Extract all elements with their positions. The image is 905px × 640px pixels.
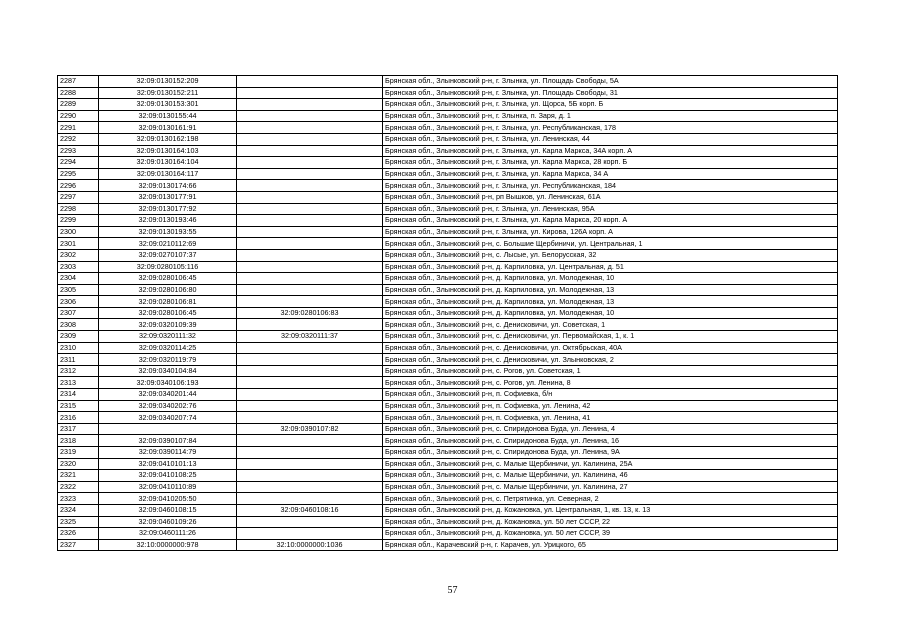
- related-cadastral-number-cell: [237, 273, 383, 285]
- table-row: [58, 249, 838, 261]
- related-cadastral-number-cell: [237, 168, 383, 180]
- table-row: [58, 261, 838, 273]
- related-cadastral-number-cell: [237, 122, 383, 134]
- address-cell: Брянская обл., Злынковский р-н, с. Рогов, ул. Советская, 1: [383, 365, 838, 377]
- cadastral-number-cell: 32:10:0000000:978: [99, 539, 237, 551]
- address-cell: Брянская обл., Злынковский р-н, с. Денисковичи, ул. Советская, 1: [383, 319, 838, 331]
- cadastral-number-cell: 32:09:0340104:84: [99, 365, 237, 377]
- row-number-cell: 2294: [58, 157, 99, 169]
- table-row: [58, 447, 838, 459]
- address-cell: Брянская обл., Злынковский р-н, г. Злынка, ул. Карла Маркса, 34 А: [383, 168, 838, 180]
- table-row: [58, 516, 838, 528]
- related-cadastral-number-cell: 32:10:0000000:1036: [237, 539, 383, 551]
- table-row: [58, 145, 838, 157]
- cadastral-number-cell: 32:09:0320111:32: [99, 331, 237, 343]
- table-row: [58, 203, 838, 215]
- cadastral-number-cell: 32:09:0410205:50: [99, 493, 237, 505]
- cadastral-number-cell: 32:09:0130164:117: [99, 168, 237, 180]
- address-cell: Брянская обл., Злынковский р-н, с. Лысые, ул. Белорусская, 32: [383, 249, 838, 261]
- cadastral-number-cell: 32:09:0390114:79: [99, 447, 237, 459]
- address-cell: Брянская обл., Злынковский р-н, д. Карпиловка, ул. Молодежная, 13: [383, 296, 838, 308]
- address-cell: Брянская обл., Злынковский р-н, д. Кожановка, ул. Центральная, 1, кв. 13, к. 13: [383, 504, 838, 516]
- address-cell: Брянская обл., Злынковский р-н, г. Злынка, ул. Кирова, 126А корп. А: [383, 226, 838, 238]
- address-cell: Брянская обл., Злынковский р-н, г. Злынка, ул. Карла Маркса, 34А корп. А: [383, 145, 838, 157]
- cadastral-number-cell: 32:09:0460109:26: [99, 516, 237, 528]
- related-cadastral-number-cell: [237, 319, 383, 331]
- cadastral-number-cell: 32:09:0210112:69: [99, 238, 237, 250]
- related-cadastral-number-cell: [237, 435, 383, 447]
- address-cell: Брянская обл., Злынковский р-н, с. Денисковичи, ул. Первомайская, 1, к. 1: [383, 331, 838, 343]
- row-number-cell: 2308: [58, 319, 99, 331]
- table-row: [58, 307, 838, 319]
- address-cell: Брянская обл., Злынковский р-н, г. Злынка, ул. Щорса, 5Б корп. Б: [383, 99, 838, 111]
- cadastral-number-cell: 32:09:0410110:89: [99, 481, 237, 493]
- cadastral-number-cell: 32:09:0130162:198: [99, 133, 237, 145]
- cadastral-number-cell: 32:09:0130177:91: [99, 191, 237, 203]
- row-number-cell: 2319: [58, 447, 99, 459]
- cadastral-number-cell: 32:09:0130193:55: [99, 226, 237, 238]
- row-number-cell: 2289: [58, 99, 99, 111]
- table-row: [58, 412, 838, 424]
- cadastral-number-cell: 32:09:0460108:15: [99, 504, 237, 516]
- table-row: [58, 354, 838, 366]
- row-number-cell: 2310: [58, 342, 99, 354]
- related-cadastral-number-cell: [237, 365, 383, 377]
- related-cadastral-number-cell: [237, 238, 383, 250]
- table-row: [58, 99, 838, 111]
- table-row: [58, 377, 838, 389]
- registry-table: [57, 75, 838, 551]
- related-cadastral-number-cell: [237, 180, 383, 192]
- row-number-cell: 2323: [58, 493, 99, 505]
- row-number-cell: 2309: [58, 331, 99, 343]
- cadastral-number-cell: 32:09:0280105:116: [99, 261, 237, 273]
- address-cell: Брянская обл., Злынковский р-н, д. Кожановка, ул. 50 лет СССР, 22: [383, 516, 838, 528]
- table-row: [58, 481, 838, 493]
- cadastral-number-cell: 32:09:0340202:76: [99, 400, 237, 412]
- cadastral-number-cell: 32:09:0410108:25: [99, 470, 237, 482]
- address-cell: Брянская обл., Злынковский р-н, д. Кожановка, ул. 50 лет СССР, 39: [383, 528, 838, 540]
- table-row: [58, 133, 838, 145]
- related-cadastral-number-cell: [237, 412, 383, 424]
- related-cadastral-number-cell: [237, 389, 383, 401]
- address-cell: Брянская обл., Злынковский р-н, д. Карпиловка, ул. Молодежная, 10: [383, 307, 838, 319]
- table-row: [58, 122, 838, 134]
- address-cell: Брянская обл., Злынковский р-н, с. Большие Щербиничи, ул. Центральная, 1: [383, 238, 838, 250]
- address-cell: Брянская обл., Злынковский р-н, с. Малые Щербиничи, ул. Калинина, 46: [383, 470, 838, 482]
- row-number-cell: 2292: [58, 133, 99, 145]
- address-cell: Брянская обл., Злынковский р-н, д. Карпиловка, ул. Центральная, д. 51: [383, 261, 838, 273]
- address-cell: Брянская обл., Карачевский р-н, г. Карачев, ул. Урицкого, 65: [383, 539, 838, 551]
- row-number-cell: 2295: [58, 168, 99, 180]
- table-row: [58, 365, 838, 377]
- row-number-cell: 2305: [58, 284, 99, 296]
- row-number-cell: 2299: [58, 215, 99, 227]
- row-number-cell: 2313: [58, 377, 99, 389]
- cadastral-number-cell: 32:09:0130174:66: [99, 180, 237, 192]
- cadastral-number-cell: 32:09:0320119:79: [99, 354, 237, 366]
- related-cadastral-number-cell: [237, 342, 383, 354]
- row-number-cell: 2288: [58, 87, 99, 99]
- table-row: [58, 191, 838, 203]
- address-cell: Брянская обл., Злынковский р-н, д. Карпиловка, ул. Молодежная, 10: [383, 273, 838, 285]
- row-number-cell: 2326: [58, 528, 99, 540]
- row-number-cell: 2297: [58, 191, 99, 203]
- related-cadastral-number-cell: [237, 458, 383, 470]
- table-row: [58, 423, 838, 435]
- row-number-cell: 2306: [58, 296, 99, 308]
- row-number-cell: 2302: [58, 249, 99, 261]
- cadastral-number-cell: 32:09:0130161:91: [99, 122, 237, 134]
- table-row: [58, 458, 838, 470]
- row-number-cell: 2312: [58, 365, 99, 377]
- row-number-cell: 2304: [58, 273, 99, 285]
- cadastral-number-cell: 32:09:0130153:301: [99, 99, 237, 111]
- address-cell: Брянская обл., Злынковский р-н, с. Рогов, ул. Ленина, 8: [383, 377, 838, 389]
- table-row: [58, 168, 838, 180]
- related-cadastral-number-cell: [237, 249, 383, 261]
- related-cadastral-number-cell: [237, 157, 383, 169]
- related-cadastral-number-cell: [237, 377, 383, 389]
- registry-table-body: [58, 76, 838, 551]
- related-cadastral-number-cell: [237, 145, 383, 157]
- address-cell: Брянская обл., Злынковский р-н, п. Софиевка, ул. Ленина, 42: [383, 400, 838, 412]
- row-number-cell: 2290: [58, 110, 99, 122]
- table-row: [58, 528, 838, 540]
- related-cadastral-number-cell: [237, 87, 383, 99]
- related-cadastral-number-cell: [237, 191, 383, 203]
- row-number-cell: 2315: [58, 400, 99, 412]
- cadastral-number-cell: 32:09:0130155:44: [99, 110, 237, 122]
- table-row: [58, 331, 838, 343]
- table-row: [58, 319, 838, 331]
- related-cadastral-number-cell: [237, 354, 383, 366]
- related-cadastral-number-cell: [237, 400, 383, 412]
- cadastral-number-cell: 32:09:0280106:45: [99, 307, 237, 319]
- address-cell: Брянская обл., Злынковский р-н, с. Денисковичи, ул. Октябрьская, 40А: [383, 342, 838, 354]
- row-number-cell: 2318: [58, 435, 99, 447]
- row-number-cell: 2324: [58, 504, 99, 516]
- address-cell: Брянская обл., Злынковский р-н, с. Петрятинка, ул. Северная, 2: [383, 493, 838, 505]
- address-cell: Брянская обл., Злынковский р-н, г. Злынка, ул. Республиканская, 178: [383, 122, 838, 134]
- cadastral-number-cell: 32:09:0280106:80: [99, 284, 237, 296]
- cadastral-number-cell: 32:09:0340106:193: [99, 377, 237, 389]
- row-number-cell: 2322: [58, 481, 99, 493]
- cadastral-number-cell: 32:09:0460111:26: [99, 528, 237, 540]
- row-number-cell: 2327: [58, 539, 99, 551]
- table-row: [58, 284, 838, 296]
- cadastral-number-cell: 32:09:0280106:45: [99, 273, 237, 285]
- table-row: [58, 296, 838, 308]
- related-cadastral-number-cell: [237, 110, 383, 122]
- address-cell: Брянская обл., Злынковский р-н, рп Вышков, ул. Ленинская, 61А: [383, 191, 838, 203]
- address-cell: Брянская обл., Злынковский р-н, с. Малые Щербиничи, ул. Калинина, 27: [383, 481, 838, 493]
- related-cadastral-number-cell: [237, 516, 383, 528]
- address-cell: Брянская обл., Злынковский р-н, г. Злынка, ул. Ленинская, 44: [383, 133, 838, 145]
- row-number-cell: 2314: [58, 389, 99, 401]
- related-cadastral-number-cell: [237, 76, 383, 88]
- table-row: [58, 342, 838, 354]
- related-cadastral-number-cell: [237, 528, 383, 540]
- table-row: [58, 389, 838, 401]
- row-number-cell: 2320: [58, 458, 99, 470]
- row-number-cell: 2307: [58, 307, 99, 319]
- address-cell: Брянская обл., Злынковский р-н, с. Денисковичи, ул. Злынковская, 2: [383, 354, 838, 366]
- address-cell: Брянская обл., Злынковский р-н, г. Злынка, ул. Площадь Свободы, 31: [383, 87, 838, 99]
- table-row: [58, 226, 838, 238]
- row-number-cell: 2317: [58, 423, 99, 435]
- address-cell: Брянская обл., Злынковский р-н, г. Злынка, п. Заря, д. 1: [383, 110, 838, 122]
- address-cell: Брянская обл., Злынковский р-н, с. Спиридонова Буда, ул. Ленина, 4: [383, 423, 838, 435]
- cadastral-number-cell: 32:09:0280106:81: [99, 296, 237, 308]
- cadastral-number-cell: [99, 423, 237, 435]
- table-row: [58, 215, 838, 227]
- related-cadastral-number-cell: [237, 203, 383, 215]
- cadastral-number-cell: 32:09:0130152:211: [99, 87, 237, 99]
- cadastral-number-cell: 32:09:0270107:37: [99, 249, 237, 261]
- row-number-cell: 2293: [58, 145, 99, 157]
- table-row: [58, 180, 838, 192]
- address-cell: Брянская обл., Злынковский р-н, д. Карпиловка, ул. Молодежная, 13: [383, 284, 838, 296]
- row-number-cell: 2291: [58, 122, 99, 134]
- address-cell: Брянская обл., Злынковский р-н, с. Спиридонова Буда, ул. Ленина, 16: [383, 435, 838, 447]
- related-cadastral-number-cell: [237, 470, 383, 482]
- cadastral-number-cell: 32:09:0320114:25: [99, 342, 237, 354]
- related-cadastral-number-cell: [237, 481, 383, 493]
- related-cadastral-number-cell: 32:09:0390107:82: [237, 423, 383, 435]
- address-cell: Брянская обл., Злынковский р-н, г. Злынка, ул. Карла Маркса, 20 корп. А: [383, 215, 838, 227]
- related-cadastral-number-cell: [237, 284, 383, 296]
- related-cadastral-number-cell: 32:09:0460108:16: [237, 504, 383, 516]
- address-cell: Брянская обл., Злынковский р-н, г. Злынка, ул. Республиканская, 184: [383, 180, 838, 192]
- row-number-cell: 2311: [58, 354, 99, 366]
- cadastral-number-cell: 32:09:0410101:13: [99, 458, 237, 470]
- row-number-cell: 2321: [58, 470, 99, 482]
- address-cell: Брянская обл., Злынковский р-н, с. Малые Щербиничи, ул. Калинина, 25А: [383, 458, 838, 470]
- table-row: [58, 435, 838, 447]
- table-row: [58, 157, 838, 169]
- address-cell: Брянская обл., Злынковский р-н, г. Злынка, ул. Карла Маркса, 28 корп. Б: [383, 157, 838, 169]
- cadastral-number-cell: 32:09:0130164:104: [99, 157, 237, 169]
- related-cadastral-number-cell: [237, 296, 383, 308]
- related-cadastral-number-cell: [237, 133, 383, 145]
- row-number-cell: 2325: [58, 516, 99, 528]
- related-cadastral-number-cell: [237, 99, 383, 111]
- related-cadastral-number-cell: [237, 215, 383, 227]
- table-row: [58, 87, 838, 99]
- address-cell: Брянская обл., Злынковский р-н, п. Софиевка, ул. Ленина, 41: [383, 412, 838, 424]
- row-number-cell: 2287: [58, 76, 99, 88]
- table-row: [58, 539, 838, 551]
- page-number: 57: [447, 585, 458, 596]
- table-row: [58, 493, 838, 505]
- address-cell: Брянская обл., Злынковский р-н, п. Софиевка, б/н: [383, 389, 838, 401]
- related-cadastral-number-cell: [237, 493, 383, 505]
- address-cell: Брянская обл., Злынковский р-н, г. Злынка, ул. Площадь Свободы, 5А: [383, 76, 838, 88]
- cadastral-number-cell: 32:09:0130193:46: [99, 215, 237, 227]
- table-row: [58, 110, 838, 122]
- related-cadastral-number-cell: [237, 447, 383, 459]
- table-row: [58, 238, 838, 250]
- table-row: [58, 400, 838, 412]
- table-row: [58, 504, 838, 516]
- cadastral-number-cell: 32:09:0130164:103: [99, 145, 237, 157]
- cadastral-number-cell: 32:09:0320109:39: [99, 319, 237, 331]
- row-number-cell: 2296: [58, 180, 99, 192]
- cadastral-number-cell: 32:09:0390107:84: [99, 435, 237, 447]
- cadastral-number-cell: 32:09:0130177:92: [99, 203, 237, 215]
- table-row: [58, 76, 838, 88]
- related-cadastral-number-cell: 32:09:0320111:37: [237, 331, 383, 343]
- cadastral-number-cell: 32:09:0340207:74: [99, 412, 237, 424]
- related-cadastral-number-cell: 32:09:0280106:83: [237, 307, 383, 319]
- address-cell: Брянская обл., Злынковский р-н, г. Злынка, ул. Ленинская, 95А: [383, 203, 838, 215]
- related-cadastral-number-cell: [237, 226, 383, 238]
- row-number-cell: 2298: [58, 203, 99, 215]
- row-number-cell: 2300: [58, 226, 99, 238]
- row-number-cell: 2301: [58, 238, 99, 250]
- table-row: [58, 273, 838, 285]
- table-row: [58, 470, 838, 482]
- address-cell: Брянская обл., Злынковский р-н, с. Спиридонова Буда, ул. Ленина, 9А: [383, 447, 838, 459]
- cadastral-number-cell: 32:09:0130152:209: [99, 76, 237, 88]
- related-cadastral-number-cell: [237, 261, 383, 273]
- row-number-cell: 2303: [58, 261, 99, 273]
- row-number-cell: 2316: [58, 412, 99, 424]
- cadastral-number-cell: 32:09:0340201:44: [99, 389, 237, 401]
